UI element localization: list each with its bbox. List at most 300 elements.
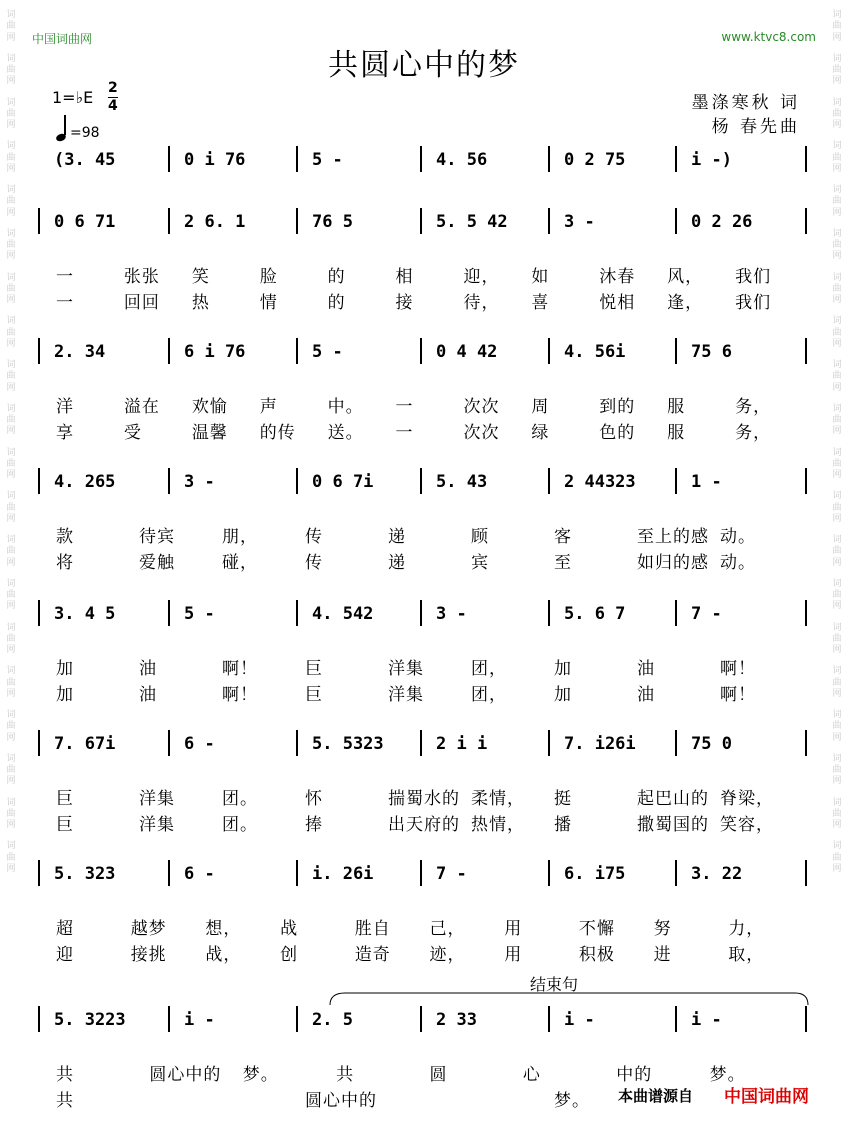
measure-notes: i -) (691, 150, 732, 170)
watermark-char: 词 (6, 97, 16, 108)
watermark-char: 词 (832, 447, 842, 458)
watermark-char: 网 (6, 557, 16, 568)
measure-notes: i - (564, 1010, 595, 1030)
lyric-word: 起巴山的 (637, 789, 709, 809)
lyric-word: 到的 (599, 397, 636, 417)
lyric-word: 色的 (599, 423, 636, 443)
watermark-char: 词 (832, 228, 842, 239)
measure-notes: 3 - (564, 212, 595, 232)
lyric-word: 加 (554, 685, 572, 705)
measure-notes: 7 - (436, 864, 467, 884)
measure-notes: 7. 67i (54, 734, 116, 754)
watermark-char: 网 (832, 295, 842, 305)
lyric-word: 朋， (222, 527, 258, 547)
watermark-char: 词 (832, 666, 842, 677)
lyric-word: 将 (56, 553, 74, 573)
watermark-char: 词 (6, 535, 16, 545)
watermark-char: 词 (832, 185, 842, 195)
watermark-char: 曲 (832, 240, 842, 250)
watermark-char: 网 (6, 207, 16, 218)
watermark-char: 网 (832, 382, 842, 393)
measure-notes: 4. 542 (312, 604, 374, 624)
lyric-word: 服 (667, 397, 686, 417)
measure-notes: 5 - (312, 342, 343, 362)
measure-notes: 5. 3223 (54, 1010, 126, 1030)
measure-notes: 2. 5 (312, 1010, 353, 1030)
watermark-char: 词 (6, 666, 16, 677)
lyric-word: 传 (305, 527, 323, 547)
measure-notes: 5. 323 (54, 864, 116, 884)
measure-notes: 2 44323 (564, 472, 636, 492)
lyric-word: 脊梁， (720, 789, 774, 809)
lyric-word: 加 (56, 659, 74, 679)
lyric-word: 宾 (471, 553, 489, 573)
watermark-char: 网 (6, 470, 16, 480)
lyric-word: 团。 (222, 789, 258, 809)
watermark-char: 词 (6, 491, 16, 502)
measure-notes: i - (691, 1010, 722, 1030)
lyric-word: 如 (531, 267, 550, 287)
watermark-char: 词 (6, 272, 16, 283)
lyric-word: 巨 (56, 789, 74, 809)
watermark-char: 网 (6, 645, 16, 655)
watermark-char: 曲 (832, 371, 842, 382)
watermark-char: 曲 (832, 283, 842, 294)
watermark-char: 词 (6, 578, 16, 589)
measure-notes: 5 - (184, 604, 215, 624)
watermark-char: 曲 (6, 152, 16, 163)
watermark-char: 词 (832, 753, 842, 764)
lyric-word: 次次 (463, 397, 500, 417)
watermark-char: 曲 (6, 371, 16, 382)
source-site-link[interactable]: 中国词曲网 (724, 1087, 809, 1107)
watermark-char: 曲 (832, 633, 842, 644)
tempo-value: =98 (70, 125, 100, 141)
lyric-word: 越梦 (130, 919, 167, 939)
lyric-word: 取， (728, 945, 765, 965)
watermark-char: 曲 (6, 108, 16, 119)
watermark-char: 网 (6, 338, 16, 349)
lyric-word: 中。 (327, 397, 364, 417)
lyric-word: 待， (463, 293, 500, 313)
lyric-word: 至上的感 (637, 527, 709, 547)
watermark-char: 网 (6, 820, 16, 830)
lyric-word: 洋集 (388, 685, 424, 705)
watermark-char: 网 (832, 820, 842, 830)
watermark-char: 网 (832, 338, 842, 349)
watermark-char: 词 (832, 841, 842, 852)
measure-notes: i - (184, 1010, 215, 1030)
watermark-char: 词 (6, 228, 16, 239)
watermark-char: 网 (832, 601, 842, 612)
lyric-word: 团， (471, 685, 507, 705)
measure-notes: 75 6 (691, 342, 732, 362)
lyric-word: 播 (554, 815, 572, 835)
watermark-char: 曲 (6, 721, 16, 732)
lyric-word: 传 (305, 553, 323, 573)
lyric-word: 创 (280, 945, 299, 965)
lyric-word: 怀 (305, 789, 323, 809)
watermark-char: 曲 (6, 852, 16, 863)
lyric-word: 努 (653, 919, 672, 939)
watermark-char: 词 (832, 141, 842, 152)
lyric-word: 洋 (56, 397, 74, 417)
lyric-word: 洋集 (388, 659, 424, 679)
lyric-word: 一 (56, 267, 74, 287)
lyric-word: 热情， (471, 815, 525, 835)
watermark-char: 网 (832, 120, 842, 130)
lyric-word: 务， (735, 397, 772, 417)
watermark-char: 曲 (6, 283, 16, 294)
lyric-word: 超 (56, 919, 74, 939)
watermark-char: 词 (6, 710, 16, 720)
watermark-char: 曲 (832, 65, 842, 75)
source-label: 本曲谱源自 (618, 1087, 694, 1105)
measure-notes: 6 - (184, 734, 215, 754)
measure-notes: 6 i 76 (184, 342, 246, 362)
watermark-char: 网 (832, 732, 842, 743)
watermark-char: 词 (832, 53, 842, 64)
watermark-char: 曲 (832, 152, 842, 163)
lyric-word: 欢愉 (191, 397, 228, 417)
lyric-word: 动。 (720, 527, 756, 547)
watermark-char: 网 (6, 688, 16, 699)
lyric-word: 力， (728, 919, 765, 939)
watermark-char: 曲 (832, 21, 842, 32)
lyric-word: 我们 (735, 267, 772, 287)
lyric-word: 战 (280, 919, 299, 939)
watermark-char: 曲 (6, 765, 16, 775)
lyric-word: 服 (667, 423, 686, 443)
watermark-char: 词 (6, 403, 16, 414)
lyric-word: 动。 (720, 553, 756, 573)
lyricist-credit: 墨涤寒秋 词 (691, 93, 800, 113)
watermark-char: 网 (832, 251, 842, 262)
lyric-word: 接挑 (130, 945, 167, 965)
watermark-char: 曲 (832, 327, 842, 338)
lyric-word: 梦。 (242, 1065, 279, 1085)
lyric-word: 共 (56, 1091, 74, 1111)
watermark-char: 词 (832, 10, 842, 20)
lyric-word: 喜 (531, 293, 550, 313)
lyric-word: 风， (667, 267, 704, 287)
lyric-word: 柔情， (471, 789, 525, 809)
lyric-word: 的 (327, 267, 346, 287)
lyric-word: 情 (259, 293, 278, 313)
lyric-word: 心 (522, 1065, 541, 1085)
measure-notes: 2 6. 1 (184, 212, 246, 232)
lyric-word: 迎， (463, 267, 500, 287)
lyric-word: 巨 (305, 659, 323, 679)
watermark-char: 网 (6, 295, 16, 305)
watermark-char: 网 (6, 776, 16, 787)
watermark-char: 词 (832, 578, 842, 589)
measure-notes: 3. 4 5 (54, 604, 116, 624)
lyric-word: 圆 (429, 1065, 448, 1085)
watermark-char: 网 (6, 251, 16, 262)
lyric-word: 啊！ (222, 685, 258, 705)
page-title: 共圆心中的梦 (328, 48, 520, 83)
key-signature: 1=♭E (52, 88, 94, 107)
measure-notes: 0 6 71 (54, 212, 116, 232)
watermark-char: 词 (832, 316, 842, 327)
lyric-word: 团。 (222, 815, 258, 835)
lyric-word: 一 (395, 397, 414, 417)
lyric-word: 的传 (259, 423, 296, 443)
watermark-char: 网 (6, 120, 16, 130)
lyric-word: 笑容， (720, 815, 774, 835)
measure-notes: 7. i26i (564, 734, 636, 754)
watermark-char: 网 (832, 163, 842, 174)
lyric-word: 递 (388, 553, 406, 573)
watermark-char: 曲 (832, 108, 842, 119)
measure-notes: 2 33 (436, 1010, 477, 1030)
lyric-word: 绿 (531, 423, 550, 443)
measure-notes: 0 6 7i (312, 472, 374, 492)
lyric-word: 迹， (429, 945, 466, 965)
watermark-char: 曲 (832, 721, 842, 732)
lyric-word: 受 (123, 423, 142, 443)
watermark-char: 网 (6, 732, 16, 743)
watermark-char: 网 (6, 163, 16, 174)
lyric-word: 务， (735, 423, 772, 443)
measure-notes: i. 26i (312, 864, 374, 884)
watermark-char: 曲 (832, 590, 842, 600)
lyric-word: 加 (56, 685, 74, 705)
watermark-char: 曲 (6, 327, 16, 338)
lyric-word: 客 (554, 527, 572, 547)
lyric-word: 油 (637, 659, 655, 679)
lyric-word: 梦。 (709, 1065, 746, 1085)
watermark-char: 词 (6, 185, 16, 195)
lyric-word: 一 (56, 293, 74, 313)
measure-notes: 4. 265 (54, 472, 116, 492)
watermark-char: 词 (832, 710, 842, 720)
lyric-word: 积极 (578, 945, 615, 965)
watermark-char: 曲 (832, 415, 842, 425)
lyric-word: 声 (259, 397, 278, 417)
measure-notes: 75 0 (691, 734, 732, 754)
watermark-char: 曲 (6, 415, 16, 425)
lyric-word: 想， (205, 919, 242, 939)
lyric-word: 圆心中的 (149, 1065, 222, 1085)
watermark-char: 曲 (6, 196, 16, 207)
watermark-char: 词 (6, 141, 16, 152)
watermark-char: 词 (832, 97, 842, 108)
measure-notes: 4. 56 (436, 150, 488, 170)
lyric-word: 周 (531, 397, 550, 417)
lyric-word: 一 (395, 423, 414, 443)
watermark-char: 曲 (6, 240, 16, 250)
watermark-char: 曲 (6, 633, 16, 644)
watermark-char: 曲 (6, 590, 16, 600)
watermark-char: 词 (6, 622, 16, 633)
lyric-word: 加 (554, 659, 572, 679)
lyric-word: 笑 (191, 267, 210, 287)
lyric-word: 出天府的 (388, 815, 460, 835)
measure-notes: 3 - (184, 472, 215, 492)
measure-notes: 5. 43 (436, 472, 488, 492)
measure-notes: 0 2 75 (564, 150, 626, 170)
watermark-char: 曲 (832, 546, 842, 557)
composer-credit: 杨 春先曲 (711, 117, 800, 137)
measure-notes: 0 i 76 (184, 150, 246, 170)
watermark-char: 网 (6, 863, 16, 874)
watermark-char: 网 (832, 76, 842, 87)
watermark-char: 网 (6, 426, 16, 437)
measure-notes: 2. 34 (54, 342, 106, 362)
watermark-char: 网 (832, 863, 842, 874)
lyric-word: 悦相 (599, 293, 636, 313)
lyric-word: 顾 (471, 527, 489, 547)
lyric-word: 油 (139, 685, 157, 705)
watermark-char: 网 (6, 601, 16, 612)
lyric-word: 梦。 (554, 1091, 590, 1111)
lyric-word: 共 (336, 1065, 355, 1085)
lyric-word: 油 (139, 659, 157, 679)
lyric-word: 脸 (259, 267, 278, 287)
watermark-char: 网 (6, 382, 16, 393)
watermark-char: 词 (832, 797, 842, 808)
lyric-word: 造奇 (354, 945, 391, 965)
watermark-char: 网 (832, 645, 842, 655)
watermark-char: 网 (832, 470, 842, 480)
lyric-word: 巨 (305, 685, 323, 705)
watermark-char: 曲 (6, 65, 16, 75)
watermark-char: 网 (832, 207, 842, 218)
watermark-char: 曲 (832, 502, 842, 513)
lyric-word: 递 (388, 527, 406, 547)
measure-notes: 5. 5323 (312, 734, 384, 754)
watermark-char: 曲 (6, 677, 16, 688)
watermark-char: 词 (832, 491, 842, 502)
lyric-word: 战， (205, 945, 242, 965)
watermark-char: 词 (6, 360, 16, 370)
watermark-char: 曲 (832, 765, 842, 775)
watermark-char: 曲 (6, 458, 16, 469)
watermark-char: 网 (6, 76, 16, 87)
watermark-char: 曲 (832, 808, 842, 819)
lyric-word: 碰， (222, 553, 258, 573)
lyric-word: 沐春 (599, 267, 636, 287)
lyric-word: 啊！ (222, 659, 258, 679)
measure-notes: 3. 22 (691, 864, 743, 884)
lyric-word: 圆心中的 (305, 1091, 377, 1111)
watermark-char: 词 (832, 272, 842, 283)
watermark-char: 网 (832, 426, 842, 437)
lyric-word: 次次 (463, 423, 500, 443)
watermark-char: 网 (832, 557, 842, 568)
lyric-word: 接 (395, 293, 414, 313)
watermark-char: 词 (832, 360, 842, 370)
lyric-word: 迎 (56, 945, 74, 965)
measure-notes: 1 - (691, 472, 722, 492)
measure-notes: 7 - (691, 604, 722, 624)
lyric-word: 回回 (123, 293, 160, 313)
watermark-char: 词 (832, 403, 842, 414)
lyric-word: 张张 (123, 267, 160, 287)
lyric-word: 享 (56, 423, 74, 443)
lyric-word: 挺 (554, 789, 572, 809)
lyric-word: 中的 (616, 1065, 653, 1085)
lyric-word: 巨 (56, 815, 74, 835)
lyric-word: 溢在 (123, 397, 160, 417)
watermark-char: 曲 (832, 458, 842, 469)
lyric-word: 不懈 (578, 919, 615, 939)
measure-notes: 2 i i (436, 734, 488, 754)
lyric-word: 揣蜀水的 (388, 789, 460, 809)
lyric-word: 款 (56, 527, 74, 547)
watermark-char: 曲 (6, 546, 16, 557)
watermark-char: 曲 (6, 808, 16, 819)
watermark-char: 网 (6, 32, 16, 43)
lyric-word: 用 (504, 919, 523, 939)
measure-notes: 0 4 42 (436, 342, 498, 362)
lyric-word: 如归的感 (637, 553, 709, 573)
lyric-word: 胜自 (354, 919, 391, 939)
measure-notes: 0 2 26 (691, 212, 753, 232)
watermark-char: 曲 (832, 196, 842, 207)
lyric-word: 温馨 (191, 423, 228, 443)
lyric-word: 撒蜀国的 (637, 815, 709, 835)
time-sig-bottom: 4 (108, 98, 118, 114)
measure-notes: 76 5 (312, 212, 353, 232)
measure-notes: 5. 5 42 (436, 212, 508, 232)
lyric-word: 待宾 (139, 527, 175, 547)
watermark-char: 词 (6, 753, 16, 764)
watermark-char: 网 (832, 513, 842, 524)
lyric-word: 逢， (667, 293, 704, 313)
watermark-char: 曲 (832, 852, 842, 863)
watermark-char: 曲 (832, 677, 842, 688)
watermark-char: 网 (6, 513, 16, 524)
measure-notes: 5 - (312, 150, 343, 170)
measure-notes: (3. 45 (54, 150, 116, 170)
lyric-word: 用 (504, 945, 523, 965)
measure-notes: 5. 6 7 (564, 604, 626, 624)
site-name: 中国词曲网 (32, 32, 93, 46)
watermark-char: 词 (6, 841, 16, 852)
lyric-word: 洋集 (139, 789, 175, 809)
lyric-word: 的 (327, 293, 346, 313)
lyric-word: 共 (56, 1065, 74, 1085)
lyric-word: 进 (653, 945, 672, 965)
watermark-char: 词 (832, 535, 842, 545)
measure-notes: 6 - (184, 864, 215, 884)
lyric-word: 相 (395, 267, 414, 287)
lyric-word: 爱触 (139, 553, 175, 573)
lyric-word: 洋集 (139, 815, 175, 835)
watermark-char: 曲 (6, 502, 16, 513)
lyric-word: 送。 (327, 423, 364, 443)
watermark-char: 词 (6, 316, 16, 327)
measure-notes: 3 - (436, 604, 467, 624)
watermark-char: 网 (832, 688, 842, 699)
measure-notes: 6. i75 (564, 864, 626, 884)
ending-label: 结束句 (530, 975, 579, 994)
lyric-word: 啊！ (720, 659, 756, 679)
lyric-word: 啊！ (720, 685, 756, 705)
watermark-char: 词 (6, 447, 16, 458)
lyric-word: 捧 (305, 815, 323, 835)
lyric-word: 我们 (735, 293, 772, 313)
lyric-word: 己， (429, 919, 466, 939)
watermark-char: 网 (832, 776, 842, 787)
watermark-char: 网 (832, 32, 842, 43)
lyric-word: 至 (554, 553, 572, 573)
lyric-word: 热 (191, 293, 210, 313)
lyric-word: 油 (637, 685, 655, 705)
